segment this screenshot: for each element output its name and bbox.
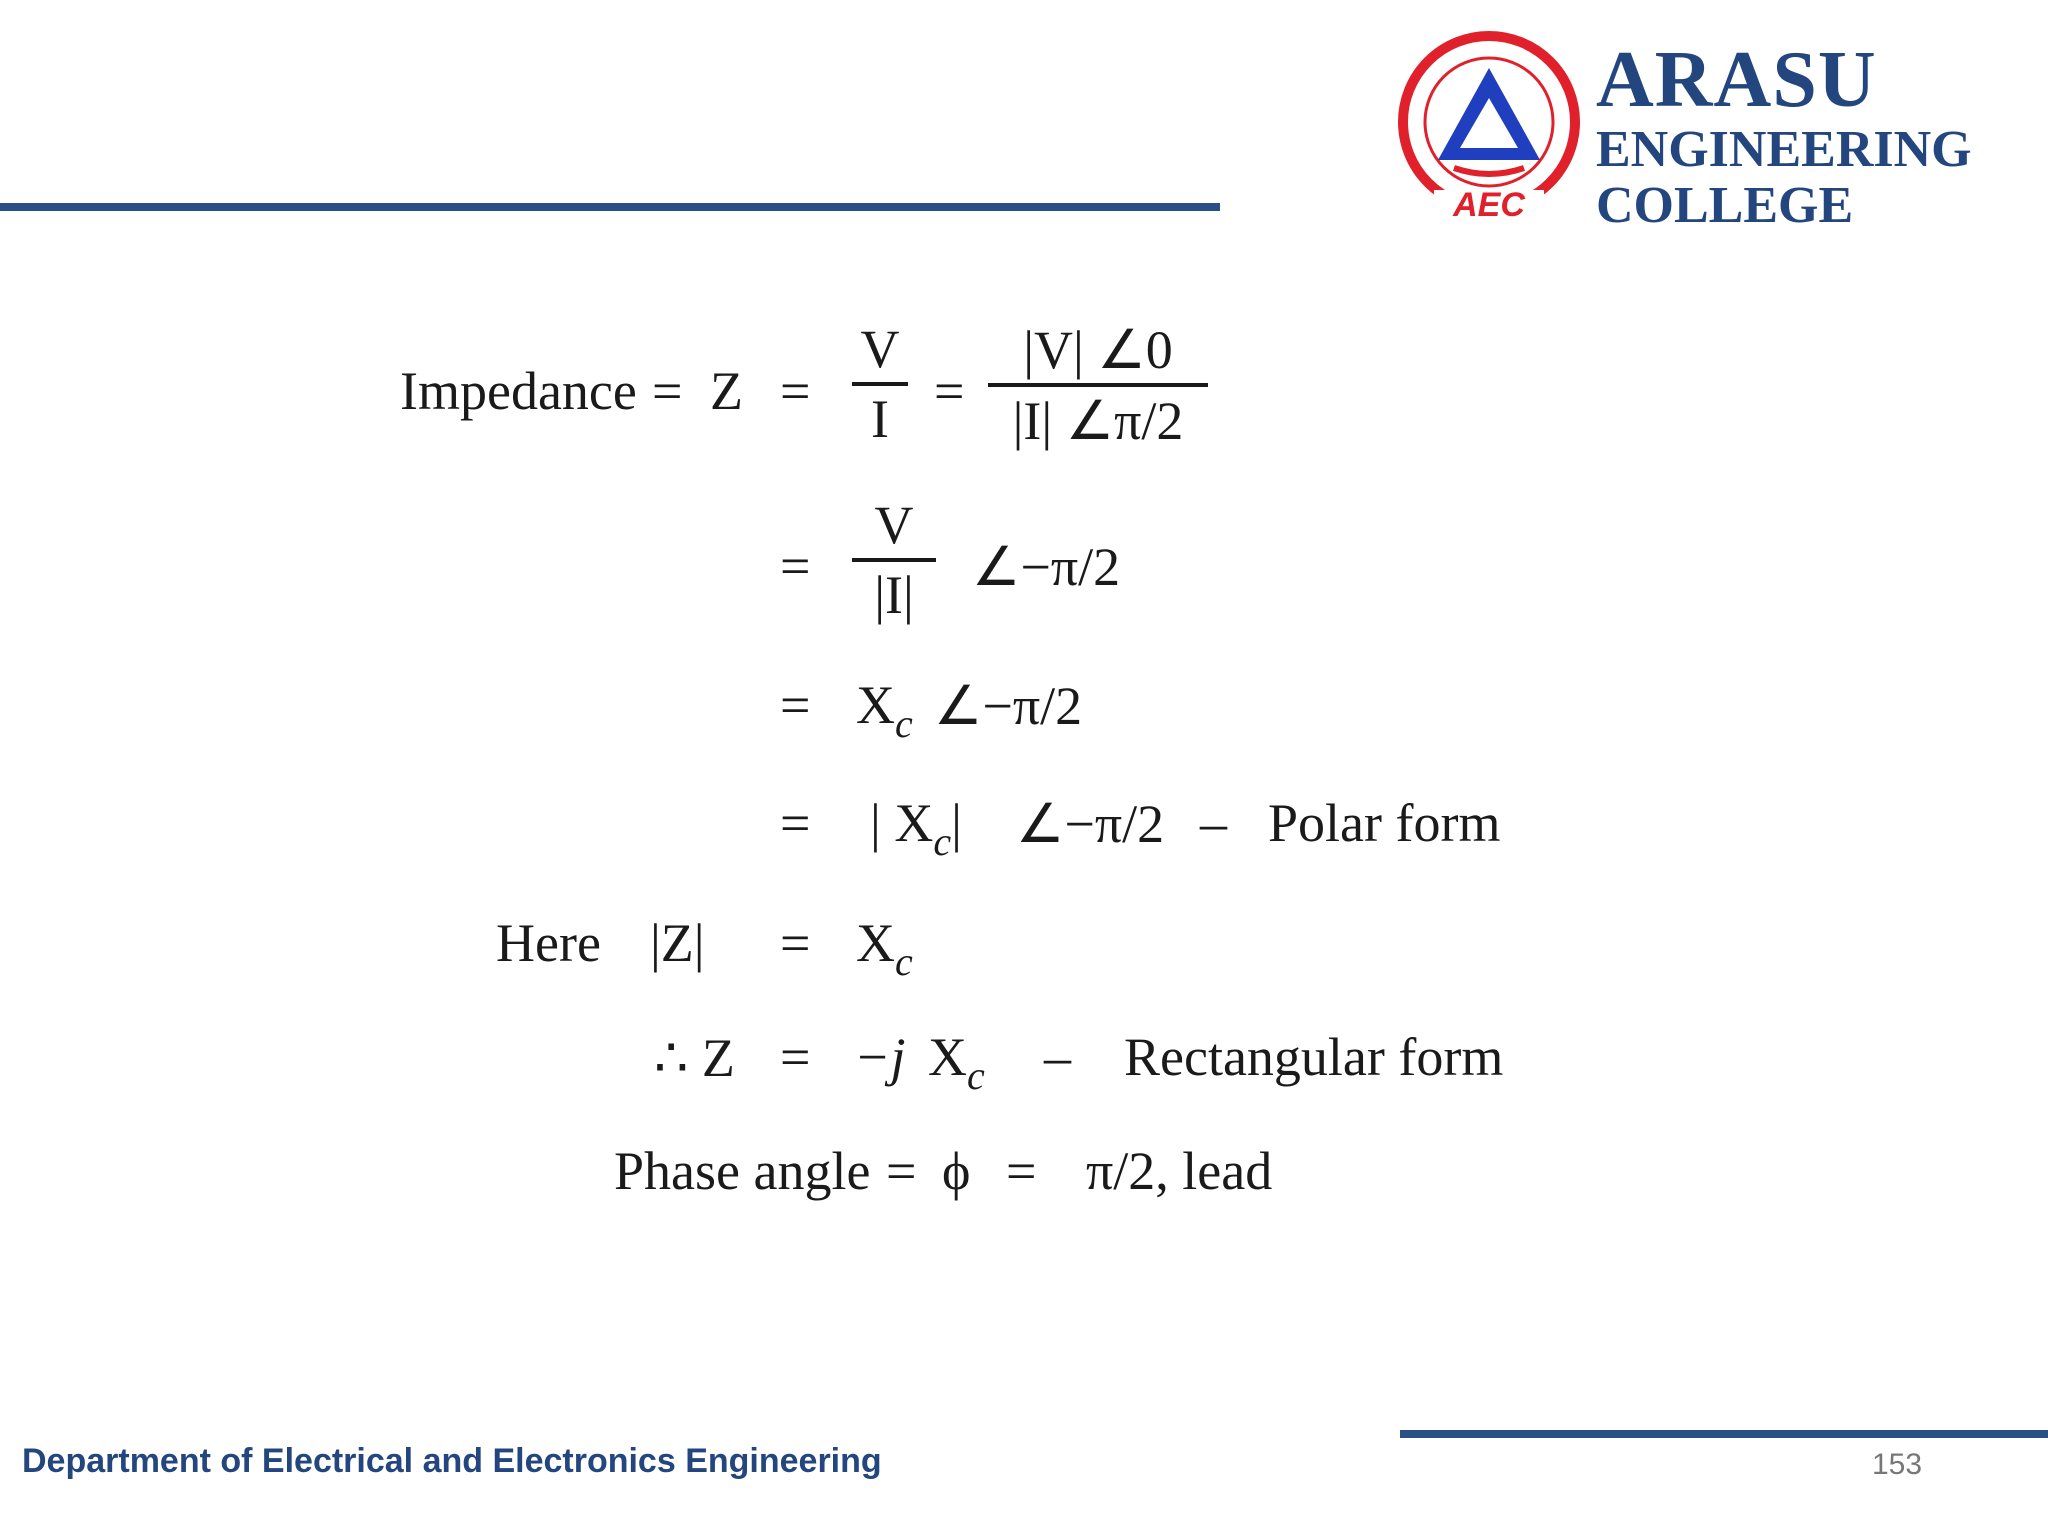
symbol-X: X xyxy=(928,1027,967,1087)
eq-equals: = xyxy=(780,913,811,973)
fraction-V-over-I xyxy=(852,318,908,450)
eq-abs-Z: |Z| xyxy=(650,913,705,973)
fraction-polar-V-over-I xyxy=(988,318,1208,452)
brand-line-3: COLLEGE xyxy=(1596,177,1854,234)
eq-equals: = xyxy=(652,361,683,421)
eq-angle-neg-pi-half: ∠−π/2 xyxy=(1016,794,1165,854)
numerator-V: V xyxy=(874,495,914,555)
denominator-absI-angle: |I| ∠π/2 xyxy=(1012,391,1184,451)
eq-Z: Z xyxy=(710,361,743,421)
symbol-X: X xyxy=(856,913,895,973)
eq-phase-value: π/2, lead xyxy=(1086,1141,1273,1201)
subscript-c: c xyxy=(895,939,913,984)
header-rule xyxy=(0,203,1220,211)
denominator-I: I xyxy=(871,389,889,449)
eq-dash: – xyxy=(1044,1027,1071,1087)
eq-minus-j: −j xyxy=(854,1027,906,1087)
eq-phi: ϕ xyxy=(942,1141,971,1201)
abs-bar-open: | xyxy=(870,793,881,853)
eq-equals: = xyxy=(780,1027,811,1087)
eq-Xc xyxy=(856,912,913,984)
symbol-X: X xyxy=(856,675,895,735)
eq-angle-neg-pi-half: ∠−π/2 xyxy=(934,676,1083,736)
college-seal-logo xyxy=(1394,30,1584,220)
denominator-absI: |I| xyxy=(874,565,914,625)
fraction-V-over-absI xyxy=(852,494,936,626)
college-name xyxy=(1596,36,1972,234)
eq-equals: = xyxy=(1006,1141,1037,1201)
eq-equals: = xyxy=(780,536,811,596)
numerator-absV-angle: |V| ∠0 xyxy=(1023,320,1173,380)
eq-here-label: Here xyxy=(496,913,601,973)
eq-dash: – xyxy=(1200,793,1227,853)
fraction-bar xyxy=(852,382,908,386)
seal-abbrev: AEC xyxy=(1453,186,1525,220)
brand-line-2: ENGINEERING xyxy=(1596,121,1972,178)
subscript-c: c xyxy=(967,1053,985,1098)
symbol-X: X xyxy=(894,793,934,853)
fraction-bar xyxy=(988,383,1208,387)
numerator-V: V xyxy=(860,319,900,379)
department-name: Department of Electrical and Electronics Engineering xyxy=(22,1442,882,1480)
eq-rectangular-form-label: Rectangular form xyxy=(1124,1027,1504,1087)
eq-impedance-label: Impedance xyxy=(400,361,637,421)
eq-phase-angle-label: Phase angle xyxy=(614,1141,871,1201)
eq-equals: = xyxy=(934,361,965,421)
fraction-bar xyxy=(852,558,936,562)
eq-equals: = xyxy=(780,675,811,735)
abs-bar-close: | xyxy=(951,793,962,853)
page-number: 153 xyxy=(1872,1448,1923,1481)
eq-equals: = xyxy=(886,1141,917,1201)
eq-equals: = xyxy=(780,361,811,421)
eq-equals: = xyxy=(780,793,811,853)
footer-rule xyxy=(1400,1430,2048,1438)
eq-Xc xyxy=(856,674,913,746)
eq-polar-form-label: Polar form xyxy=(1268,793,1501,853)
eq-therefore-Z: ∴ Z xyxy=(654,1028,735,1088)
subscript-c: c xyxy=(895,701,913,746)
brand-line-1: ARASU xyxy=(1596,36,1877,124)
eq-Xc xyxy=(928,1026,985,1098)
eq-angle-neg-pi-half: ∠−π/2 xyxy=(972,537,1121,597)
subscript-c: c xyxy=(933,819,952,864)
eq-abs-Xc xyxy=(870,792,962,864)
